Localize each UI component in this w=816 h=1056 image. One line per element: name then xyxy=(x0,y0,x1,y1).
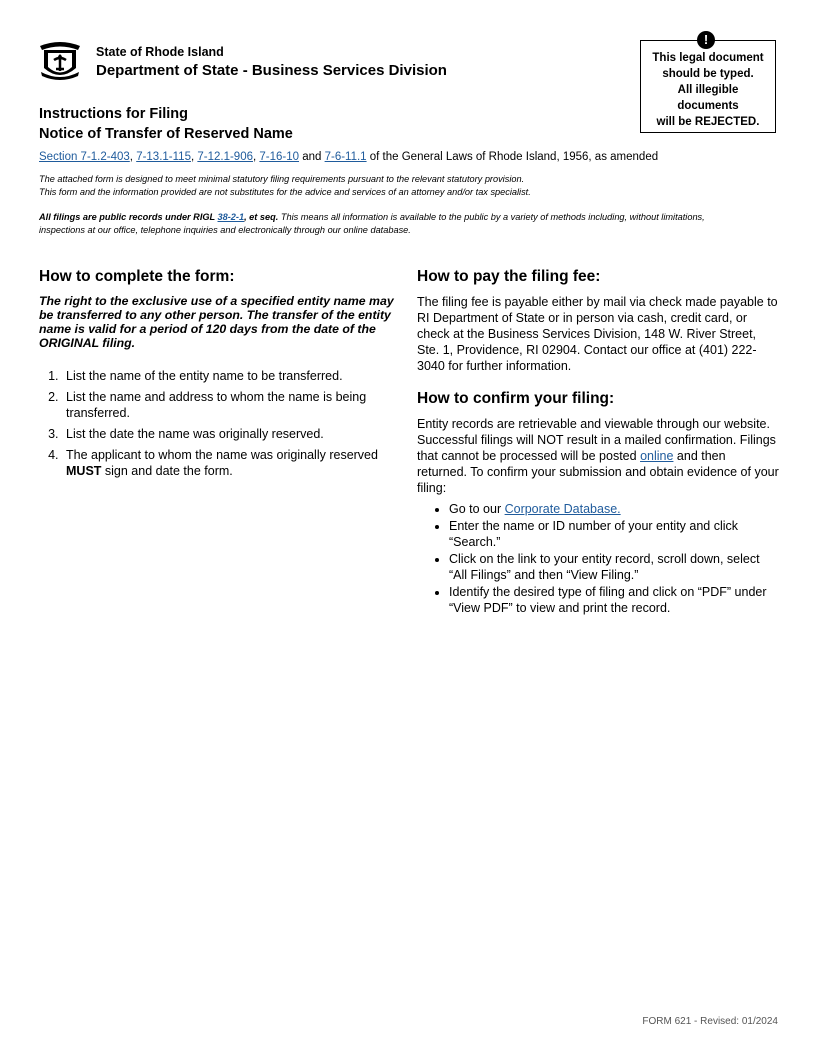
form-revision: FORM 621 - Revised: 01/2024 xyxy=(642,1016,778,1027)
disclaimer-notice: The attached form is designed to meet minimal statutory filing requirements pursuant to the relevant statutory provision. This form and the information provided are not substitutes for the advice and services of an attorney and/or tax specialist. xyxy=(39,174,531,197)
confirm-steps xyxy=(417,501,779,616)
department-name: Department of State - Business Services Division xyxy=(96,62,447,79)
state-name: State of Rhode Island xyxy=(96,45,224,59)
statute-link[interactable]: 7-12.1-906 xyxy=(197,151,253,163)
page-title xyxy=(39,104,293,144)
statute-references: Section 7-1.2-403, 7-13.1-115, 7-12.1-906, 7-16-10 and 7-6-11.1 of the General Laws of Rhode Island, 1956, as amended xyxy=(39,151,659,163)
confirm-heading: How to confirm your filing: xyxy=(417,390,615,407)
confirm-body: Entity records are retrievable and viewable through our website. Successful filings will NOT result in a mailed confirmation. Filings that cannot be processed will be posted online and then returned. To confirm your submission and obtain evidence of your filing: xyxy=(417,417,779,495)
corporate-database-link[interactable]: Corporate Database. xyxy=(504,502,621,516)
list-item: 1. List the name of the entity name to be transferred. xyxy=(62,368,401,384)
state-seal-icon xyxy=(38,38,82,82)
list-item: 4. The applicant to whom the name was originally reserved MUST sign and date the form. xyxy=(62,447,401,479)
list-item: 2. List the name and address to whom the name is being transferred. xyxy=(62,389,401,421)
warning-line: All illegible xyxy=(677,84,739,96)
statute-link[interactable]: Section 7-1.2-403 xyxy=(39,151,130,163)
fee-and-confirm-section xyxy=(417,268,779,617)
list-item: • Enter the name or ID number of your entity and click “Search.” xyxy=(449,518,779,550)
steps-list xyxy=(39,368,401,479)
exclamation-icon: ! xyxy=(697,31,715,49)
complete-form-section xyxy=(39,268,401,484)
warning-box xyxy=(640,40,776,133)
list-item: • Click on the link to your entity record, scroll down, select “All Filings” and then “View Filing.” xyxy=(449,551,779,583)
public-records-notice: All filings are public records under RIGL 38-2-1, et seq. This means all information is available to the public by a variety of methods including, without limitations, inspections at our office, telephone inquiries and electronically through our online database. xyxy=(39,212,705,235)
statute-link[interactable]: 7-6-11.1 xyxy=(324,151,367,163)
title-line-2: Notice of Transfer of Reserved Name xyxy=(39,126,293,142)
list-item: • Identify the desired type of filing and click on “PDF” under “View PDF” to view and print the record. xyxy=(449,584,779,616)
list-item: • Go to our Corporate Database. xyxy=(449,501,779,517)
complete-form-lead: The right to the exclusive use of a specified entity name may be transferred to any other person. The transfer of the entity name is valid for a period of 120 days from the date of the ORIGINAL filing. xyxy=(39,294,394,350)
rigl-link[interactable]: 38-2-1 xyxy=(217,212,245,222)
warning-line: should be typed. xyxy=(662,68,754,80)
complete-form-heading: How to complete the form: xyxy=(39,268,235,285)
statute-link[interactable]: 7-13.1-115 xyxy=(136,151,191,163)
pay-fee-body: The filing fee is payable either by mail via check made payable to RI Department of State or in person via cash, credit card, or check at the Business Services Division, 148 W. River Street, Ste. 1, Providence, RI 02904. Contact our office at (401) 222-3040 for further information. xyxy=(417,295,778,373)
list-item: 3. List the date the name was originally reserved. xyxy=(62,426,401,442)
statute-link[interactable]: 7-16-10 xyxy=(259,151,300,163)
warning-line: documents xyxy=(677,100,739,112)
statute-suffix: of the General Laws of Rhode Island, 1956, as amended xyxy=(366,151,659,163)
title-line-1: Instructions for Filing xyxy=(39,106,189,122)
online-link[interactable]: online xyxy=(640,449,674,463)
pay-fee-heading: How to pay the filing fee: xyxy=(417,268,601,285)
warning-line: This legal document xyxy=(652,52,764,64)
warning-line: will be REJECTED. xyxy=(656,116,760,128)
